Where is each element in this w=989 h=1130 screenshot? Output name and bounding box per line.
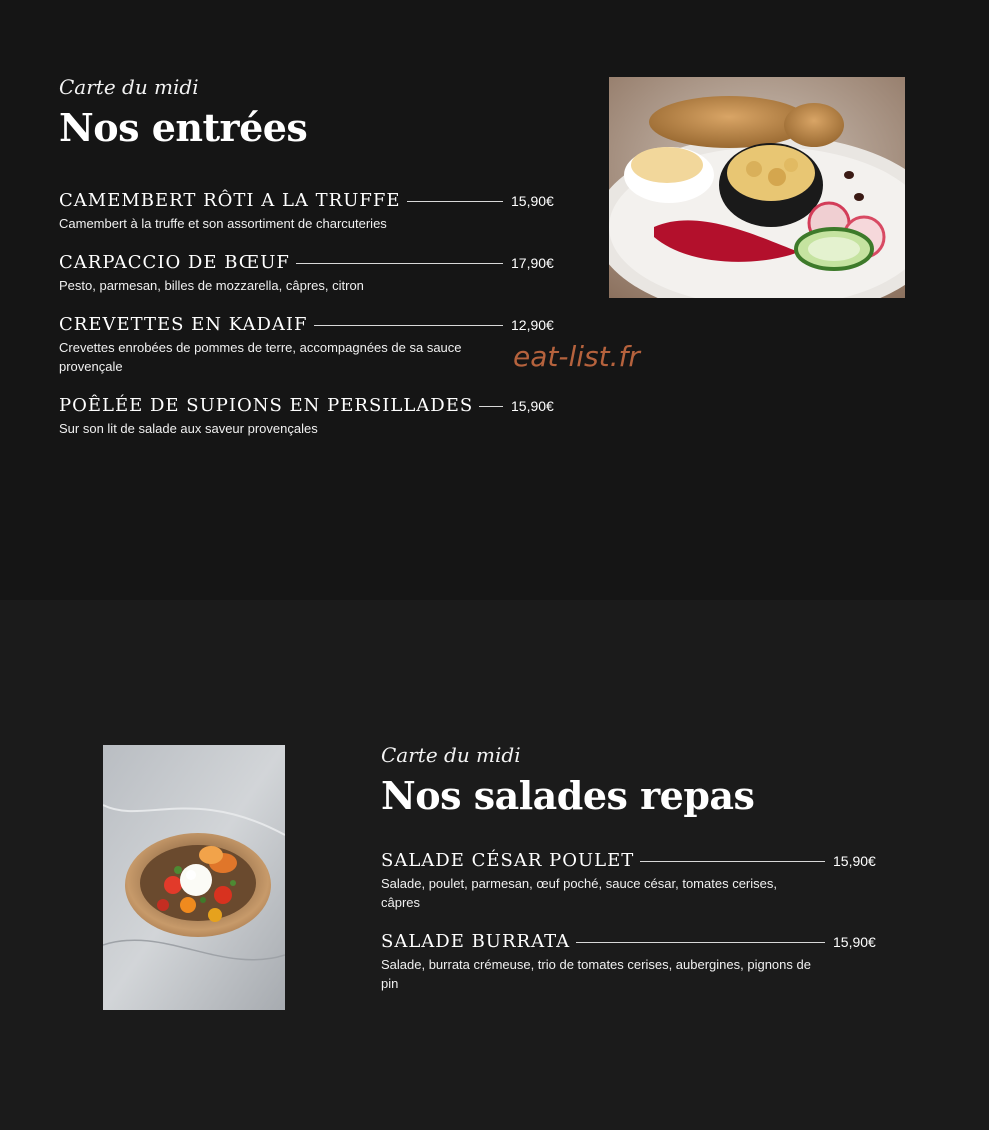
menu-item-price: 15,90€ bbox=[833, 934, 876, 950]
menu-item-divider bbox=[479, 406, 503, 407]
menu-item-price: 15,90€ bbox=[833, 853, 876, 869]
salades-title: Nos salades repas bbox=[381, 773, 755, 818]
menu-item-divider bbox=[640, 861, 825, 862]
watermark: eat-list.fr bbox=[513, 340, 640, 373]
salades-list bbox=[381, 849, 879, 993]
menu-item-price: 15,90€ bbox=[511, 193, 554, 209]
menu-item bbox=[381, 930, 879, 993]
menu-item-divider bbox=[296, 263, 503, 264]
menu-item-name: CREVETTES EN KADAIF bbox=[59, 314, 308, 335]
menu-item-name: POÊLÉE DE SUPIONS EN PERSILLADES bbox=[59, 395, 474, 416]
menu-item bbox=[59, 313, 557, 376]
menu-item bbox=[59, 189, 557, 233]
menu-item-divider bbox=[576, 942, 825, 943]
entrees-menu bbox=[59, 75, 557, 456]
menu-item-price: 12,90€ bbox=[511, 317, 554, 333]
menu-item-description: Camembert à la truffe et son assortiment de charcuteries bbox=[59, 216, 387, 231]
menu-item-price: 15,90€ bbox=[511, 398, 554, 414]
menu-item-description: Crevettes enrobées de pommes de terre, accompagnées de sa sauce provençale bbox=[59, 340, 462, 374]
menu-item-name: SALADE CÉSAR POULET bbox=[381, 850, 635, 871]
entrees-eyebrow: Carte du midi bbox=[59, 75, 199, 99]
salades-section bbox=[0, 600, 989, 1130]
entrees-title: Nos entrées bbox=[59, 105, 308, 150]
menu-item-name: SALADE BURRATA bbox=[381, 931, 571, 952]
entree-dish-photo bbox=[609, 77, 905, 298]
menu-item-divider bbox=[407, 201, 504, 202]
salades-menu bbox=[381, 743, 879, 1011]
salades-eyebrow: Carte du midi bbox=[381, 743, 521, 767]
menu-item bbox=[381, 849, 879, 912]
entrees-list bbox=[59, 189, 557, 438]
menu-item-description: Pesto, parmesan, billes de mozzarella, câpres, citron bbox=[59, 278, 364, 293]
menu-item bbox=[59, 251, 557, 295]
menu-item-name: CARPACCIO DE BŒUF bbox=[59, 252, 290, 273]
menu-item-price: 17,90€ bbox=[511, 255, 554, 271]
menu-item-name: CAMEMBERT RÔTI A LA TRUFFE bbox=[59, 190, 401, 211]
menu-item-description: Salade, burrata crémeuse, trio de tomates cerises, aubergines, pignons de pin bbox=[381, 957, 811, 991]
menu-item bbox=[59, 394, 557, 438]
menu-item-description: Salade, poulet, parmesan, œuf poché, sauce césar, tomates cerises, câpres bbox=[381, 876, 777, 910]
menu-item-divider bbox=[314, 325, 504, 326]
salad-dish-photo bbox=[103, 745, 285, 1010]
menu-item-description: Sur son lit de salade aux saveur provençales bbox=[59, 421, 318, 436]
